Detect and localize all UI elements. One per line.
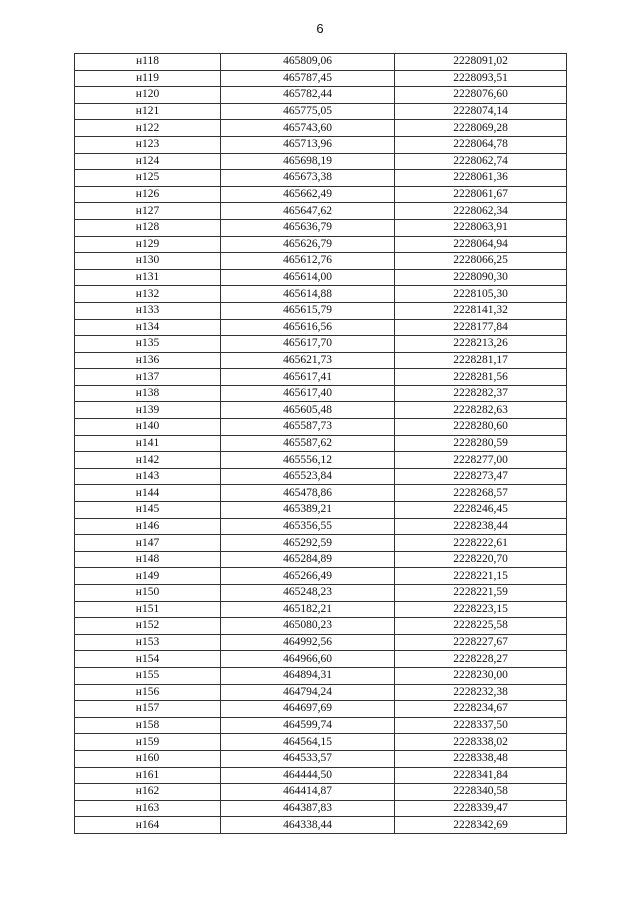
table-row	[75, 518, 567, 535]
table-row	[75, 701, 567, 718]
y-coordinate-cell: 2228061,36	[395, 170, 567, 187]
point-id-cell: н160	[75, 750, 221, 767]
y-coordinate-cell: 2228066,25	[395, 253, 567, 270]
point-id-cell: н153	[75, 634, 221, 651]
x-coordinate-cell: 465617,41	[221, 369, 395, 386]
point-id-cell: н141	[75, 435, 221, 452]
y-coordinate-cell: 2228223,15	[395, 601, 567, 618]
y-coordinate-cell: 2228074,14	[395, 103, 567, 120]
point-id-cell: н129	[75, 236, 221, 253]
x-coordinate-cell: 465556,12	[221, 452, 395, 469]
x-coordinate-cell: 465713,96	[221, 136, 395, 153]
y-coordinate-cell: 2228277,00	[395, 452, 567, 469]
point-id-cell: н144	[75, 485, 221, 502]
table-row	[75, 54, 567, 71]
table-row	[75, 634, 567, 651]
x-coordinate-cell: 464966,60	[221, 651, 395, 668]
point-id-cell: н145	[75, 502, 221, 519]
table-row	[75, 800, 567, 817]
y-coordinate-cell: 2228273,47	[395, 468, 567, 485]
x-coordinate-cell: 465587,62	[221, 435, 395, 452]
x-coordinate-cell: 465621,73	[221, 352, 395, 369]
y-coordinate-cell: 2228090,30	[395, 269, 567, 286]
x-coordinate-cell: 465614,00	[221, 269, 395, 286]
x-coordinate-cell: 464338,44	[221, 817, 395, 834]
table-row	[75, 120, 567, 137]
y-coordinate-cell: 2228282,37	[395, 385, 567, 402]
table-row	[75, 369, 567, 386]
y-coordinate-cell: 2228076,60	[395, 87, 567, 104]
y-coordinate-cell: 2228238,44	[395, 518, 567, 535]
table-row	[75, 784, 567, 801]
y-coordinate-cell: 2228268,57	[395, 485, 567, 502]
point-id-cell: н158	[75, 717, 221, 734]
table-row	[75, 717, 567, 734]
point-id-cell: н161	[75, 767, 221, 784]
x-coordinate-cell: 465614,88	[221, 286, 395, 303]
y-coordinate-cell: 2228213,26	[395, 336, 567, 353]
y-coordinate-cell: 2228225,58	[395, 618, 567, 635]
x-coordinate-cell: 465587,73	[221, 419, 395, 436]
x-coordinate-cell: 464387,83	[221, 800, 395, 817]
table-row	[75, 186, 567, 203]
y-coordinate-cell: 2228177,84	[395, 319, 567, 336]
x-coordinate-cell: 465080,23	[221, 618, 395, 635]
point-id-cell: н154	[75, 651, 221, 668]
table-row	[75, 734, 567, 751]
x-coordinate-cell: 465787,45	[221, 70, 395, 87]
table-row	[75, 750, 567, 767]
point-id-cell: н123	[75, 136, 221, 153]
table-row	[75, 435, 567, 452]
y-coordinate-cell: 2228246,45	[395, 502, 567, 519]
x-coordinate-cell: 464599,74	[221, 717, 395, 734]
x-coordinate-cell: 465615,79	[221, 302, 395, 319]
x-coordinate-cell: 465775,05	[221, 103, 395, 120]
x-coordinate-cell: 465743,60	[221, 120, 395, 137]
coordinates-table	[74, 53, 567, 834]
x-coordinate-cell: 465356,55	[221, 518, 395, 535]
x-coordinate-cell: 465266,49	[221, 568, 395, 585]
x-coordinate-cell: 465612,76	[221, 253, 395, 270]
table-row	[75, 136, 567, 153]
point-id-cell: н146	[75, 518, 221, 535]
y-coordinate-cell: 2228280,60	[395, 419, 567, 436]
point-id-cell: н155	[75, 667, 221, 684]
x-coordinate-cell: 464564,15	[221, 734, 395, 751]
x-coordinate-cell: 465636,79	[221, 219, 395, 236]
point-id-cell: н133	[75, 302, 221, 319]
y-coordinate-cell: 2228230,00	[395, 667, 567, 684]
point-id-cell: н122	[75, 120, 221, 137]
y-coordinate-cell: 2228339,47	[395, 800, 567, 817]
table-row	[75, 203, 567, 220]
point-id-cell: н130	[75, 253, 221, 270]
x-coordinate-cell: 465673,38	[221, 170, 395, 187]
x-coordinate-cell: 465617,70	[221, 336, 395, 353]
x-coordinate-cell: 464697,69	[221, 701, 395, 718]
table-row	[75, 667, 567, 684]
table-row	[75, 302, 567, 319]
table-row	[75, 468, 567, 485]
table-row	[75, 817, 567, 834]
point-id-cell: н162	[75, 784, 221, 801]
y-coordinate-cell: 2228338,02	[395, 734, 567, 751]
table-row	[75, 269, 567, 286]
point-id-cell: н143	[75, 468, 221, 485]
x-coordinate-cell: 465292,59	[221, 535, 395, 552]
x-coordinate-cell: 465478,86	[221, 485, 395, 502]
y-coordinate-cell: 2228069,28	[395, 120, 567, 137]
x-coordinate-cell: 465647,62	[221, 203, 395, 220]
x-coordinate-cell: 465782,44	[221, 87, 395, 104]
x-coordinate-cell: 464533,57	[221, 750, 395, 767]
table-row	[75, 585, 567, 602]
x-coordinate-cell: 464992,56	[221, 634, 395, 651]
table-row	[75, 319, 567, 336]
point-id-cell: н148	[75, 551, 221, 568]
x-coordinate-cell: 465284,89	[221, 551, 395, 568]
point-id-cell: н137	[75, 369, 221, 386]
point-id-cell: н121	[75, 103, 221, 120]
x-coordinate-cell: 465616,56	[221, 319, 395, 336]
point-id-cell: н157	[75, 701, 221, 718]
y-coordinate-cell: 2228141,32	[395, 302, 567, 319]
x-coordinate-cell: 465389,21	[221, 502, 395, 519]
x-coordinate-cell: 465809,06	[221, 54, 395, 71]
y-coordinate-cell: 2228221,15	[395, 568, 567, 585]
point-id-cell: н150	[75, 585, 221, 602]
point-id-cell: н156	[75, 684, 221, 701]
page-number: 6	[316, 21, 324, 36]
x-coordinate-cell: 465248,23	[221, 585, 395, 602]
y-coordinate-cell: 2228341,84	[395, 767, 567, 784]
point-id-cell: н151	[75, 601, 221, 618]
y-coordinate-cell: 2228222,61	[395, 535, 567, 552]
point-id-cell: н131	[75, 269, 221, 286]
point-id-cell: н127	[75, 203, 221, 220]
y-coordinate-cell: 2228228,27	[395, 651, 567, 668]
x-coordinate-cell: 465698,19	[221, 153, 395, 170]
point-id-cell: н125	[75, 170, 221, 187]
x-coordinate-cell: 465662,49	[221, 186, 395, 203]
x-coordinate-cell: 464794,24	[221, 684, 395, 701]
y-coordinate-cell: 2228063,91	[395, 219, 567, 236]
table-row	[75, 87, 567, 104]
point-id-cell: н164	[75, 817, 221, 834]
table-row	[75, 253, 567, 270]
coordinates-table-body	[75, 54, 567, 834]
table-row	[75, 419, 567, 436]
point-id-cell: н152	[75, 618, 221, 635]
y-coordinate-cell: 2228221,59	[395, 585, 567, 602]
y-coordinate-cell: 2228062,74	[395, 153, 567, 170]
x-coordinate-cell: 465626,79	[221, 236, 395, 253]
point-id-cell: н163	[75, 800, 221, 817]
x-coordinate-cell: 464414,87	[221, 784, 395, 801]
y-coordinate-cell: 2228220,70	[395, 551, 567, 568]
point-id-cell: н128	[75, 219, 221, 236]
table-row	[75, 502, 567, 519]
x-coordinate-cell: 464894,31	[221, 667, 395, 684]
table-row	[75, 70, 567, 87]
y-coordinate-cell: 2228227,67	[395, 634, 567, 651]
table-row	[75, 551, 567, 568]
point-id-cell: н135	[75, 336, 221, 353]
y-coordinate-cell: 2228340,58	[395, 784, 567, 801]
y-coordinate-cell: 2228338,48	[395, 750, 567, 767]
point-id-cell: н159	[75, 734, 221, 751]
point-id-cell: н142	[75, 452, 221, 469]
table-row	[75, 452, 567, 469]
point-id-cell: н136	[75, 352, 221, 369]
point-id-cell: н147	[75, 535, 221, 552]
x-coordinate-cell: 465523,84	[221, 468, 395, 485]
x-coordinate-cell: 465617,40	[221, 385, 395, 402]
table-row	[75, 236, 567, 253]
table-row	[75, 352, 567, 369]
point-id-cell: н118	[75, 54, 221, 71]
y-coordinate-cell: 2228062,34	[395, 203, 567, 220]
table-row	[75, 684, 567, 701]
table-row	[75, 601, 567, 618]
table-row	[75, 103, 567, 120]
y-coordinate-cell: 2228232,38	[395, 684, 567, 701]
y-coordinate-cell: 2228281,56	[395, 369, 567, 386]
y-coordinate-cell: 2228282,63	[395, 402, 567, 419]
table-row	[75, 336, 567, 353]
point-id-cell: н134	[75, 319, 221, 336]
point-id-cell: н124	[75, 153, 221, 170]
point-id-cell: н132	[75, 286, 221, 303]
y-coordinate-cell: 2228337,50	[395, 717, 567, 734]
point-id-cell: н138	[75, 385, 221, 402]
y-coordinate-cell: 2228234,67	[395, 701, 567, 718]
point-id-cell: н119	[75, 70, 221, 87]
x-coordinate-cell: 464444,50	[221, 767, 395, 784]
table-row	[75, 286, 567, 303]
x-coordinate-cell: 465605,48	[221, 402, 395, 419]
table-row	[75, 568, 567, 585]
table-row	[75, 385, 567, 402]
table-row	[75, 153, 567, 170]
y-coordinate-cell: 2228091,02	[395, 54, 567, 71]
table-row	[75, 767, 567, 784]
x-coordinate-cell: 465182,21	[221, 601, 395, 618]
table-row	[75, 219, 567, 236]
table-row	[75, 485, 567, 502]
table-row	[75, 651, 567, 668]
table-row	[75, 170, 567, 187]
y-coordinate-cell: 2228342,69	[395, 817, 567, 834]
point-id-cell: н140	[75, 419, 221, 436]
y-coordinate-cell: 2228064,94	[395, 236, 567, 253]
y-coordinate-cell: 2228064,78	[395, 136, 567, 153]
point-id-cell: н120	[75, 87, 221, 104]
point-id-cell: н126	[75, 186, 221, 203]
point-id-cell: н139	[75, 402, 221, 419]
point-id-cell: н149	[75, 568, 221, 585]
table-row	[75, 402, 567, 419]
y-coordinate-cell: 2228280,59	[395, 435, 567, 452]
table-row	[75, 618, 567, 635]
y-coordinate-cell: 2228281,17	[395, 352, 567, 369]
y-coordinate-cell: 2228093,51	[395, 70, 567, 87]
y-coordinate-cell: 2228061,67	[395, 186, 567, 203]
y-coordinate-cell: 2228105,30	[395, 286, 567, 303]
table-row	[75, 535, 567, 552]
